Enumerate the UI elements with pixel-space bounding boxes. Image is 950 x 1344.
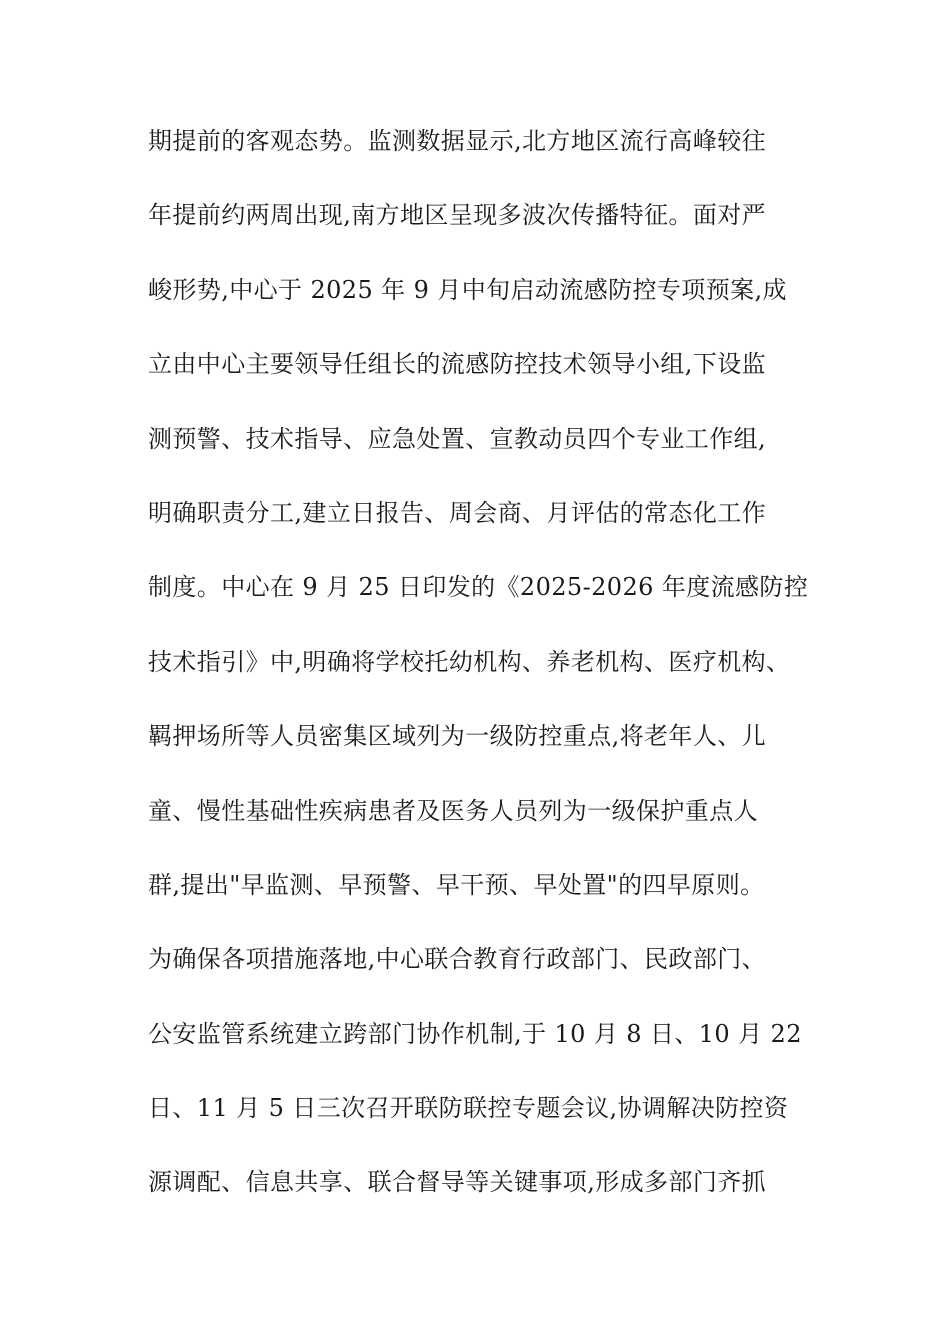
text-line: 制度。中心在 9 月 25 日印发的《2025-2026 年度流感防控 (148, 573, 809, 602)
body-text (148, 117, 818, 1233)
text-line: 为确保各项措施落地,中心联合教育行政部门、民政部门、 (148, 945, 767, 974)
text-line: 日、11 月 5 日三次召开联防联控专题会议,协调解决防控资 (148, 1094, 789, 1123)
text-line: 测预警、技术指导、应急处置、宣教动员四个专业工作组, (148, 424, 767, 453)
text-line: 峻形势,中心于 2025 年 9 月中旬启动流感防控专项预案,成 (148, 275, 787, 304)
text-line: 源调配、信息共享、联合督导等关键事项,形成多部门齐抓 (148, 1168, 767, 1197)
text-line: 明确职责分工,建立日报告、周会商、月评估的常态化工作 (148, 498, 767, 527)
text-line: 期提前的客观态势。监测数据显示,北方地区流行高峰较往 (148, 127, 767, 155)
text-line: 技术指引》中,明确将学校托幼机构、养老机构、医疗机构、 (148, 647, 791, 676)
text-line: 年提前约两周出现,南方地区呈现多波次传播特征。面对严 (148, 201, 767, 230)
text-line: 公安监管系统建立跨部门协作机制,于 10 月 8 日、10 月 22 (148, 1019, 802, 1048)
text-line: 群,提出"早监测、早预警、早干预、早处置"的四早原则。 (148, 870, 765, 899)
text-line: 童、慢性基础性疾病患者及医务人员列为一级保护重点人 (148, 796, 758, 825)
text-line: 立由中心主要领导任组长的流感防控技术领导小组,下设监 (148, 350, 767, 379)
text-line: 羁押场所等人员密集区域列为一级防控重点,将老年人、儿 (148, 722, 767, 751)
